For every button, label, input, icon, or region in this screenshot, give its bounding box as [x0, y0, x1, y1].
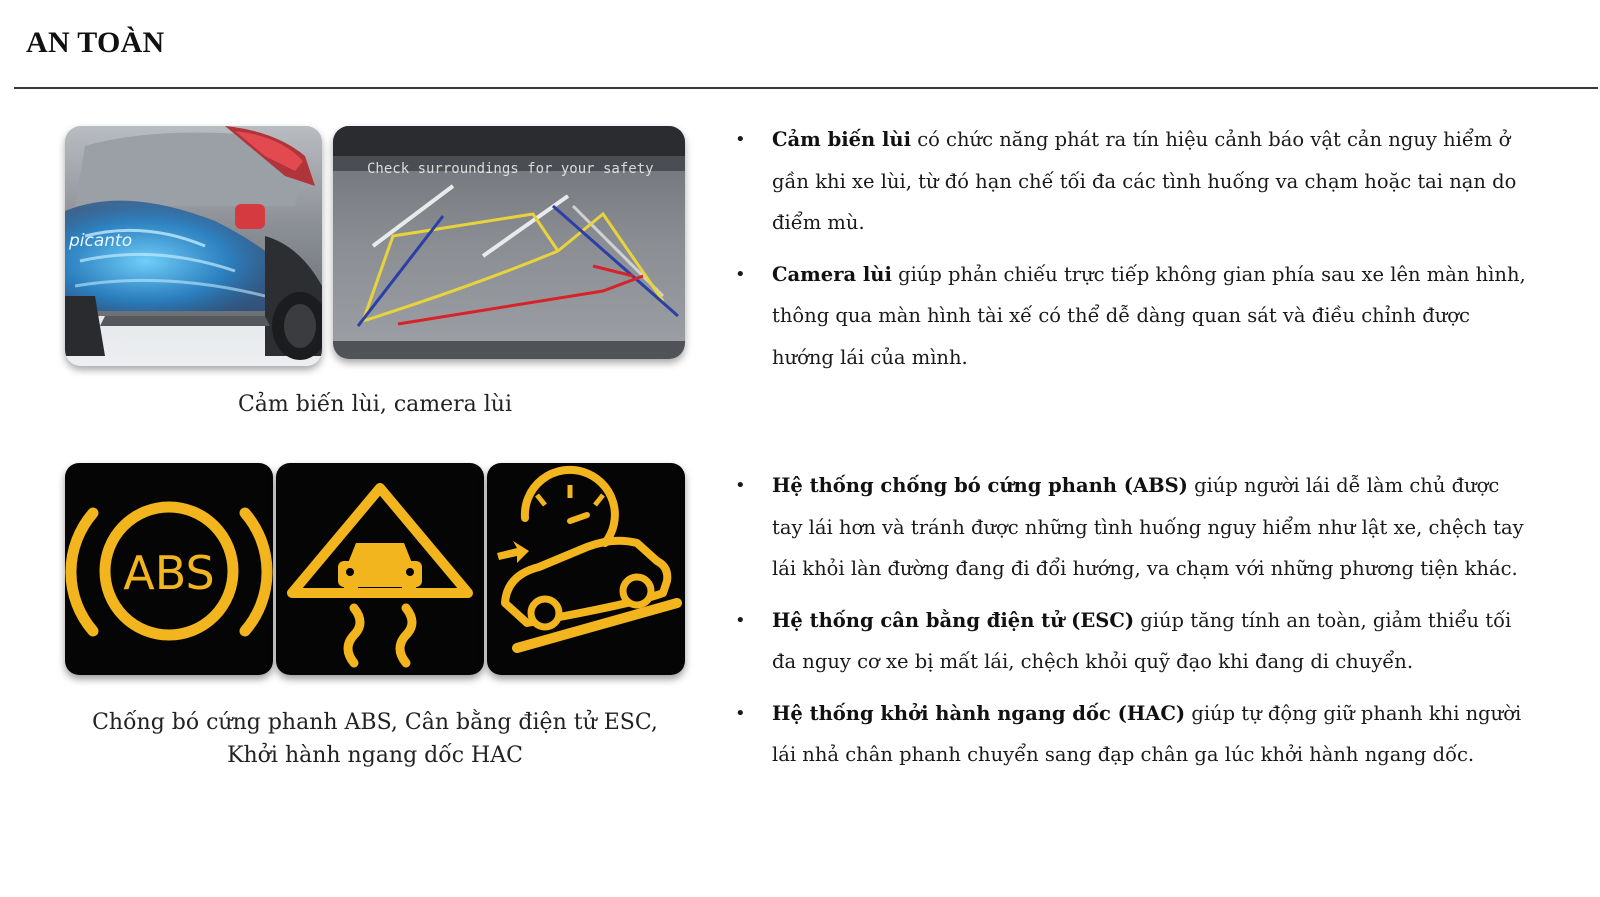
bullet-rear-sensor: • Cảm biến lùi có chức năng phát ra tín hiệu cảnh báo vật cản nguy hiểm ở gần khi xe lùi, từ đó hạn chế tối đa các tình huống va chạm hoặc tai nạn do điểm mù.: [735, 128, 1517, 234]
bullet-esc: • Hệ thống cân bằng điện tử (ESC) giúp tăng tính an toàn, giảm thiểu tối đa nguy cơ xe bị mất lái, chệch khỏi quỹ đạo khi đang di chuyển.: [735, 608, 1512, 673]
rear-camera-image: [333, 126, 685, 359]
section1-bullet-list: [735, 119, 1535, 388]
section2-bullet-list: [735, 465, 1535, 786]
section2-caption-line2: Khởi hành ngang dốc HAC: [227, 743, 523, 768]
esc-warning-icon: [276, 463, 484, 675]
section2-caption: [65, 706, 685, 772]
page-title: AN TOÀN: [26, 26, 165, 59]
rear-sensor-image: [65, 126, 322, 366]
bullet-abs: • Hệ thống chống bó cứng phanh (ABS) giúp người lái dễ làm chủ được tay lái hơn và tránh được những tình huống nguy hiểm như lật xe, chệch tay lái khỏi làn đường đang đi đổi hướng, va chạm với những phương tiện khác.: [735, 474, 1524, 580]
title-divider: [14, 87, 1598, 89]
bullet-rear-camera: • Camera lùi giúp phản chiếu trực tiếp không gian phía sau xe lên màn hình, thông qua màn hình tài xế có thể dễ dàng quan sát và điều chỉnh được hướng lái của mình.: [735, 262, 1526, 369]
section2-caption-line1: Chống bó cứng phanh ABS, Cân bằng điện tử ESC,: [92, 710, 658, 735]
picanto-badge-text: picanto: [69, 231, 133, 251]
abs-warning-icon: [65, 463, 273, 675]
svg-text:Check surroundings for your sa: Check surroundings for your safety: [367, 161, 654, 177]
abs-icon-label: ABS: [123, 546, 215, 600]
section1-caption: Cảm biến lùi, camera lùi: [237, 392, 513, 417]
hac-warning-icon: [487, 463, 685, 675]
bullet-hac: • Hệ thống khởi hành ngang dốc (HAC) giúp tự động giữ phanh khi người lái nhả chân phanh chuyển sang đạp chân ga lúc khởi hành ngang dốc.: [735, 701, 1522, 766]
